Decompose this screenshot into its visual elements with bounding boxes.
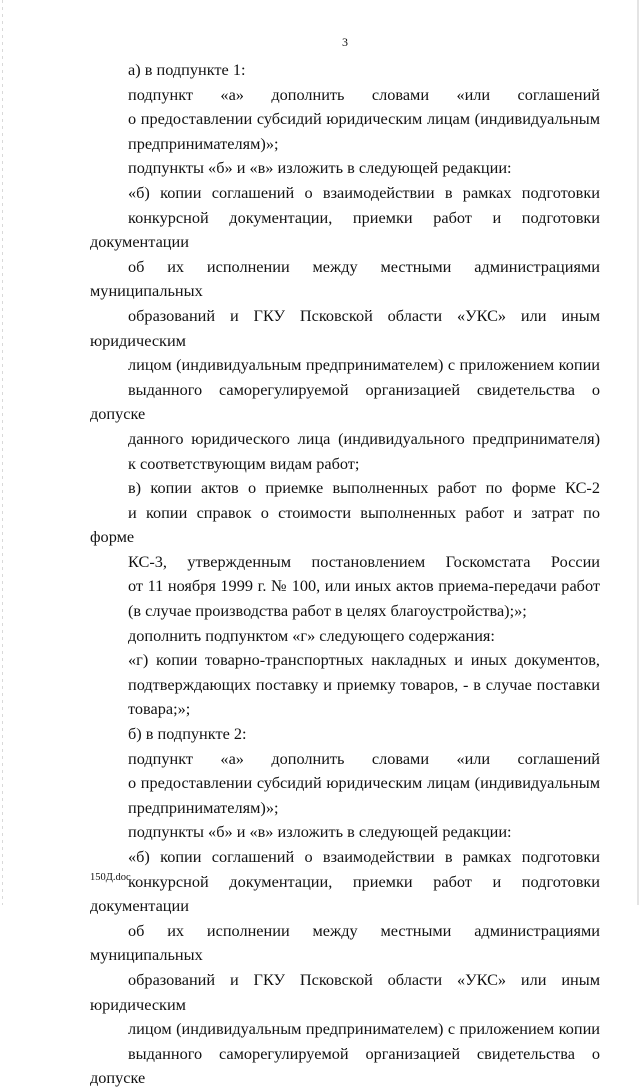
text-line: товара;»; (128, 699, 191, 719)
paragraph (90, 845, 600, 1091)
text-line: лицом (индивидуальным предпринимателем) с приложением копии (128, 355, 600, 375)
paragraph (90, 476, 600, 624)
text-line: подтверждающих поставку и приемку товаров, - в случае поставки (128, 674, 600, 694)
text-line: образований и ГКУ Псковской области «УКС» или иным юридическим (90, 305, 600, 350)
text-line: дополнить подпунктом «г» следующего содержания: (128, 625, 495, 645)
text-line: подпункт «а» дополнить словами «или соглашений (128, 84, 600, 104)
text-line: предпринимателям)»; (128, 133, 279, 153)
paragraph (90, 624, 600, 649)
text-line: выданного саморегулируемой организацией свидетельства о допуске (90, 379, 600, 424)
text-line: об их исполнении между местными администрациями муниципальных (90, 920, 600, 965)
paragraph (90, 156, 600, 181)
text-line: лицом (индивидуальным предпринимателем) с приложением копии (128, 1019, 600, 1039)
document-body (90, 58, 600, 1091)
paragraph (90, 820, 600, 845)
scan-left-edge (2, 0, 3, 905)
text-line: предпринимателям)»; (128, 797, 279, 817)
text-line: об их исполнении между местными администрациями муниципальных (90, 256, 600, 301)
text-line: о предоставлении субсидий юридическим лицам (индивидуальным (128, 773, 600, 793)
text-line: к соответствующим видам работ; (128, 453, 360, 473)
text-line: подпункты «б» и «в» изложить в следующей редакции: (128, 822, 512, 842)
text-line: о предоставлении субсидий юридическим лицам (индивидуальным (128, 109, 600, 129)
scan-right-edge (637, 0, 639, 905)
text-line: подпункт «а» дополнить словами «или соглашений (128, 748, 600, 768)
text-line: б) в подпункте 2: (128, 724, 247, 744)
page-number: 3 (342, 35, 348, 49)
text-line: КС-3, утвержденным постановлением Госкомстата России (128, 551, 600, 571)
text-line: «б) копии соглашений о взаимодействии в рамках подготовки (128, 182, 600, 202)
text-line: и копии справок о стоимости выполненных работ и затрат по форме (90, 502, 600, 547)
text-line: «б) копии соглашений о взаимодействии в рамках подготовки (128, 847, 600, 866)
text-line: а) в подпункте 1: (128, 60, 246, 79)
paragraph (90, 83, 600, 157)
file-name-footer: 150Д.doc (90, 872, 131, 883)
paragraph (90, 181, 600, 476)
paragraph (90, 722, 600, 747)
text-line: от 11 ноября 1999 г. № 100, или иных актов приема-передачи работ (128, 576, 600, 596)
text-line: (в случае производства работ в целях благоустройства);»; (128, 601, 527, 621)
paragraph (90, 648, 600, 722)
text-line: конкурсной документации, приемки работ и подготовки документации (90, 207, 600, 252)
paragraph (90, 747, 600, 821)
text-line: выданного саморегулируемой организацией свидетельства о допуске (90, 1043, 600, 1088)
text-line: подпункты «б» и «в» изложить в следующей редакции: (128, 158, 512, 178)
text-line: образований и ГКУ Псковской области «УКС» или иным юридическим (90, 969, 600, 1014)
text-line: конкурсной документации, приемки работ и подготовки документации (90, 871, 600, 916)
paragraph (90, 58, 600, 83)
text-line: «г) копии товарно-транспортных накладных и иных документов, (128, 650, 600, 670)
text-line: в) копии актов о приемке выполненных работ по форме КС-2 (128, 478, 600, 498)
text-line: данного юридического лица (индивидуального предпринимателя) (128, 428, 600, 448)
